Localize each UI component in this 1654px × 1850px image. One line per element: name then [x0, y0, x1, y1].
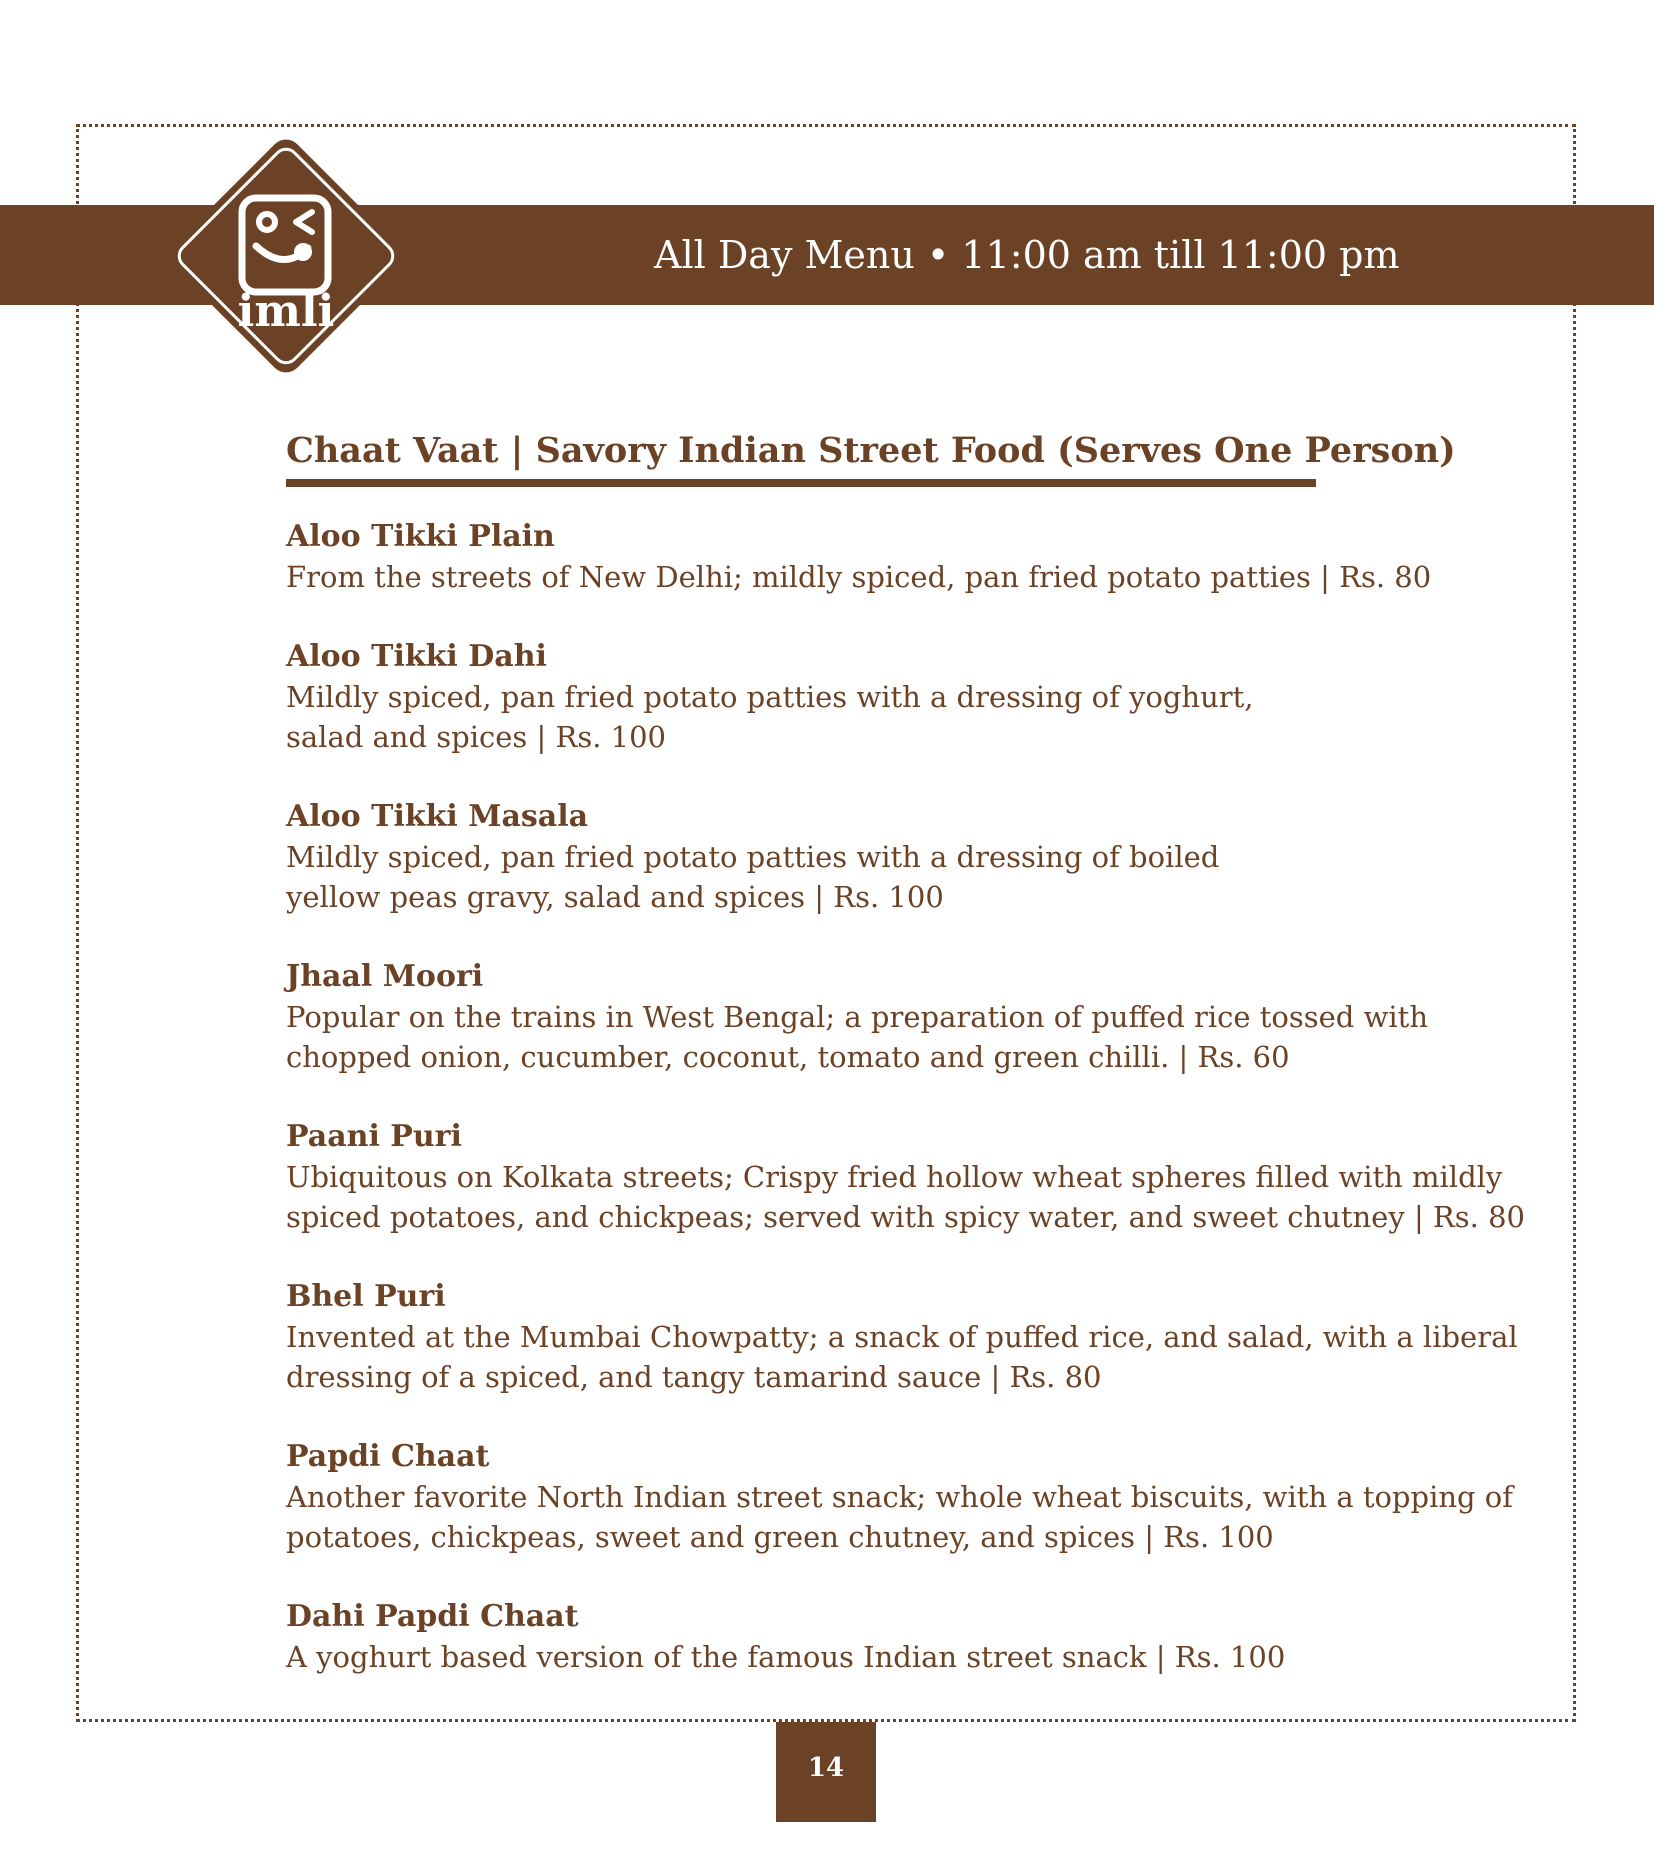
- menu-item: [286, 517, 1546, 597]
- menu-item: [286, 797, 1546, 917]
- item-description: [286, 677, 1546, 757]
- imli-logo: [156, 126, 416, 386]
- item-name: Aloo Tikki Masala: [286, 799, 589, 834]
- item-description-line: chopped onion, cucumber, coconut, tomato and green chilli. | Rs. 60: [286, 1040, 1290, 1074]
- item-description: [286, 557, 1546, 597]
- item-description-line: A yoghurt based version of the famous Indian street snack | Rs. 100: [286, 1640, 1286, 1674]
- item-description-line: Popular on the trains in West Bengal; a preparation of puffed rice tossed with: [286, 1000, 1429, 1034]
- item-name: Jhaal Moori: [286, 959, 484, 994]
- item-description-line: Mildly spiced, pan fried potato patties with a dressing of boiled: [286, 840, 1220, 874]
- item-name: Papdi Chaat: [286, 1439, 490, 1474]
- item-description-line: potatoes, chickpeas, sweet and green chutney, and spices | Rs. 100: [286, 1520, 1274, 1554]
- item-description: [286, 1477, 1546, 1557]
- item-name: Aloo Tikki Dahi: [286, 639, 547, 674]
- item-description: [286, 1637, 1546, 1677]
- menu-item: [286, 1277, 1546, 1397]
- menu-item: [286, 1437, 1546, 1557]
- menu-item: [286, 957, 1546, 1077]
- item-description-line: Invented at the Mumbai Chowpatty; a snack of puffed rice, and salad, with a liberal: [286, 1320, 1518, 1354]
- item-description-line: Ubiquitous on Kolkata streets; Crispy fried hollow wheat spheres filled with mildly: [286, 1160, 1503, 1194]
- page-number: 14: [776, 1722, 876, 1822]
- item-description-line: yellow peas gravy, salad and spices | Rs. 100: [286, 880, 944, 914]
- menu-item: [286, 1597, 1546, 1677]
- menu-hours-title: All Day Menu • 11:00 am till 11:00 pm: [654, 233, 1400, 277]
- menu-item: [286, 637, 1546, 757]
- menu-item: [286, 1117, 1546, 1237]
- item-name: Dahi Papdi Chaat: [286, 1599, 579, 1634]
- item-description-line: From the streets of New Delhi; mildly spiced, pan fried potato patties | Rs. 80: [286, 560, 1432, 594]
- section-title: Chaat Vaat | Savory Indian Street Food (Serves One Person): [286, 430, 1456, 471]
- item-name: Aloo Tikki Plain: [286, 519, 555, 554]
- item-name: Paani Puri: [286, 1119, 462, 1154]
- item-description-line: salad and spices | Rs. 100: [286, 720, 666, 754]
- item-description-line: dressing of a spiced, and tangy tamarind sauce | Rs. 80: [286, 1360, 1102, 1394]
- item-description: [286, 1317, 1546, 1397]
- item-description-line: spiced potatoes, and chickpeas; served with spicy water, and sweet chutney | Rs. 80: [286, 1200, 1525, 1234]
- menu-content: [286, 420, 1546, 1717]
- item-description: [286, 997, 1546, 1077]
- item-description: [286, 1157, 1546, 1237]
- item-description-line: Another favorite North Indian street snack; whole wheat biscuits, with a topping of: [286, 1480, 1513, 1514]
- logo-wordmark: imli: [237, 286, 335, 337]
- item-description-line: Mildly spiced, pan fried potato patties with a dressing of yoghurt,: [286, 680, 1254, 714]
- item-description: [286, 837, 1546, 917]
- item-name: Bhel Puri: [286, 1279, 446, 1314]
